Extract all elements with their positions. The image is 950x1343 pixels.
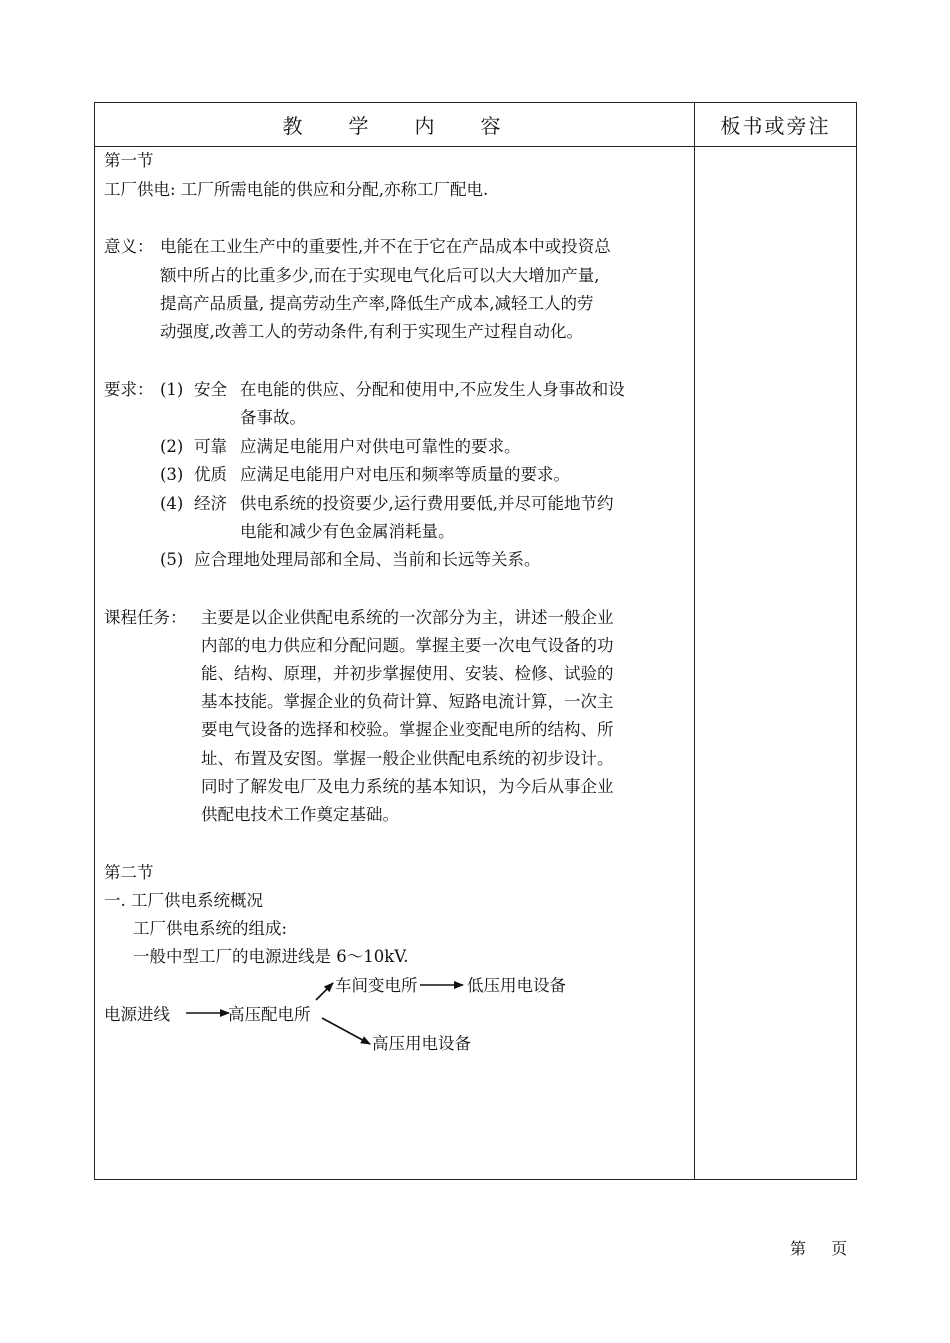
req-num: (2)	[160, 437, 184, 456]
header-teaching-content: 教学内容	[282, 114, 547, 138]
req-head: 安全	[194, 380, 227, 399]
req-line: 应满足电能用户对电压和频率等质量的要求。	[240, 465, 570, 484]
req-num: (4)	[160, 494, 184, 513]
section1-title: 第一节	[104, 151, 154, 170]
req-head: 可靠	[194, 437, 227, 456]
header-side-notes: 板书或旁注	[720, 114, 831, 138]
task-line: 要电气设备的选择和校验。掌握企业变配电所的结构、所	[201, 720, 614, 739]
req-line: 备事故。	[240, 408, 306, 427]
task-line: 内部的电力供应和分配问题。掌握主要一次电气设备的功	[201, 636, 614, 655]
section2-heading: 一. 工厂供电系统概况	[104, 891, 263, 910]
requirements-label: 要求：	[104, 380, 154, 399]
meaning-line: 额中所占的比重多少,而在于实现电气化后可以大大增加产量,	[160, 266, 600, 285]
meaning-label: 意义：	[104, 237, 154, 256]
meaning-line: 电能在工业生产中的重要性,并不在于它在产品成本中或投资总	[160, 237, 611, 256]
req-line: 电能和减少有色金属消耗量。	[240, 522, 455, 541]
page-number-unit: 页	[831, 1239, 848, 1258]
page-number-label: 第	[790, 1239, 807, 1258]
req-line: 应满足电能用户对供电可靠性的要求。	[240, 437, 521, 456]
arrow-hv-to-workshop	[316, 983, 333, 1000]
task-line: 址、布置及安图。掌握一般企业供配电系统的初步设计。	[201, 749, 614, 768]
req-line: 供电系统的投资要少,运行费用要低,并尽可能地节约	[240, 494, 614, 513]
req-head: 应合理地处理局部和全局、当前和长远等关系。	[194, 550, 541, 569]
section2-title: 第二节	[104, 863, 154, 882]
section1-definition: 工厂供电: 工厂所需电能的供应和分配,亦称工厂配电.	[104, 180, 489, 199]
req-num: (1)	[160, 380, 184, 399]
req-head: 优质	[194, 465, 227, 484]
diagram-lv-equipment: 低压用电设备	[467, 976, 566, 995]
diagram-incoming-line: 电源进线	[104, 1005, 170, 1024]
req-num: (5)	[160, 550, 184, 569]
diagram-hv-station: 高压配电所	[228, 1005, 311, 1024]
meaning-line: 动强度,改善工人的劳动条件,有利于实现生产过程自动化。	[160, 322, 583, 341]
task-line: 基本技能。掌握企业的负荷计算、短路电流计算，一次主	[201, 692, 614, 711]
req-line: 在电能的供应、分配和使用中,不应发生人身事故和设	[240, 380, 625, 399]
diagram-hv-equipment: 高压用电设备	[372, 1034, 471, 1053]
task-line: 供配电技术工作奠定基础。	[201, 805, 399, 824]
system-composition-label: 工厂供电系统的组成:	[133, 919, 288, 938]
req-num: (3)	[160, 465, 184, 484]
req-head: 经济	[194, 494, 227, 513]
task-line: 能、结构、原理，并初步掌握使用、安装、检修、试验的	[201, 664, 614, 683]
arrow-hv-to-hv-equipment	[322, 1018, 370, 1044]
meaning-line: 提高产品质量, 提高劳动生产率,降低生产成本,减轻工人的劳	[160, 294, 594, 313]
page-footer	[790, 1236, 867, 1259]
diagram-workshop-substation: 车间变电所	[335, 976, 418, 995]
incoming-voltage-note: 一般中型工厂的电源进线是 6～10kV.	[133, 947, 409, 966]
task-line: 同时了解发电厂及电力系统的基本知识，为今后从事企业	[201, 777, 614, 796]
task-line: 主要是以企业供配电系统的一次部分为主，讲述一般企业	[201, 608, 614, 627]
course-task-label: 课程任务：	[104, 608, 187, 627]
